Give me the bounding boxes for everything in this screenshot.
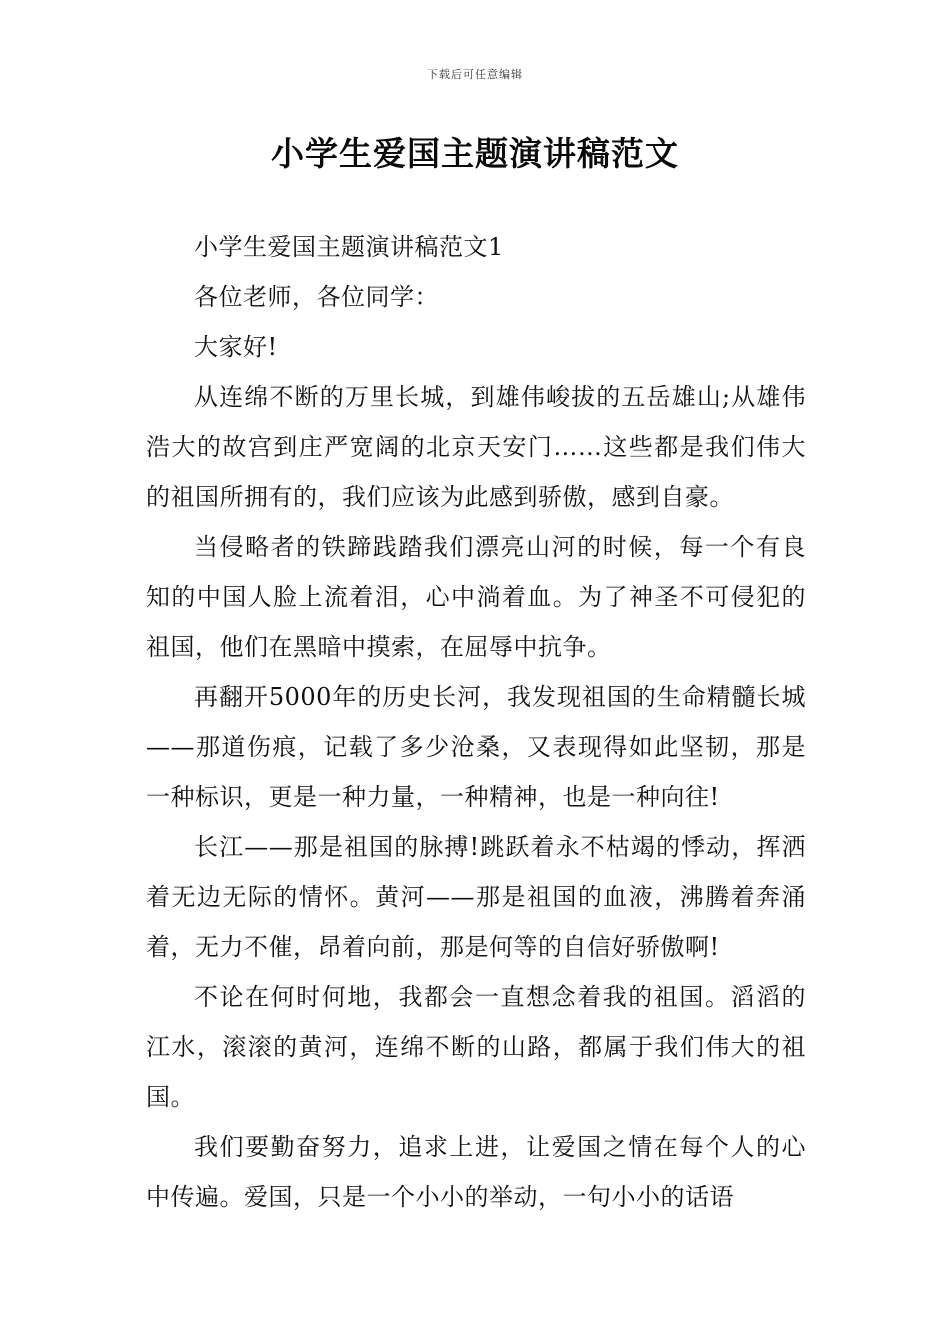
paragraph-greeting: 大家好!	[194, 333, 278, 361]
paragraph-subtitle: 小学生爱国主题演讲稿范文1	[194, 233, 504, 261]
document-body	[146, 222, 806, 1222]
paragraph: 长江——那是祖国的脉搏!跳跃着永不枯竭的悸动，挥洒着无边无际的情怀。黄河——那是祖国的血液，沸腾着奔涌着，无力不催，昂着向前，那是何等的自信好骄傲啊!	[146, 833, 806, 961]
paragraph: 我们要勤奋努力，追求上进，让爱国之情在每个人的心中传遍。爱国，只是一个小小的举动，一句小小的话语	[146, 1133, 806, 1211]
header-note: 下载后可任意编辑	[427, 68, 523, 81]
document-title: 小学生爱国主题演讲稿范文	[271, 134, 679, 173]
paragraph: 当侵略者的铁蹄践踏我们漂亮山河的时候，每一个有良知的中国人脸上流着泪，心中淌着血。为了神圣不可侵犯的祖国，他们在黑暗中摸索，在屈辱中抗争。	[146, 533, 806, 661]
paragraph: 从连绵不断的万里长城，到雄伟峻拔的五岳雄山;从雄伟浩大的故宫到庄严宽阔的北京天安门……这些都是我们伟大的祖国所拥有的，我们应该为此感到骄傲，感到自豪。	[146, 383, 806, 511]
paragraph: 不论在何时何地，我都会一直想念着我的祖国。滔滔的江水，滚滚的黄河，连绵不断的山路，都属于我们伟大的祖国。	[146, 983, 806, 1111]
paragraph: 再翻开5000年的历史长河，我发现祖国的生命精髓长城——那道伤痕，记载了多少沧桑，又表现得如此坚韧，那是一种标识，更是一种力量，一种精神，也是一种向往!	[146, 683, 806, 811]
paragraph-salutation: 各位老师，各位同学：	[194, 283, 439, 311]
